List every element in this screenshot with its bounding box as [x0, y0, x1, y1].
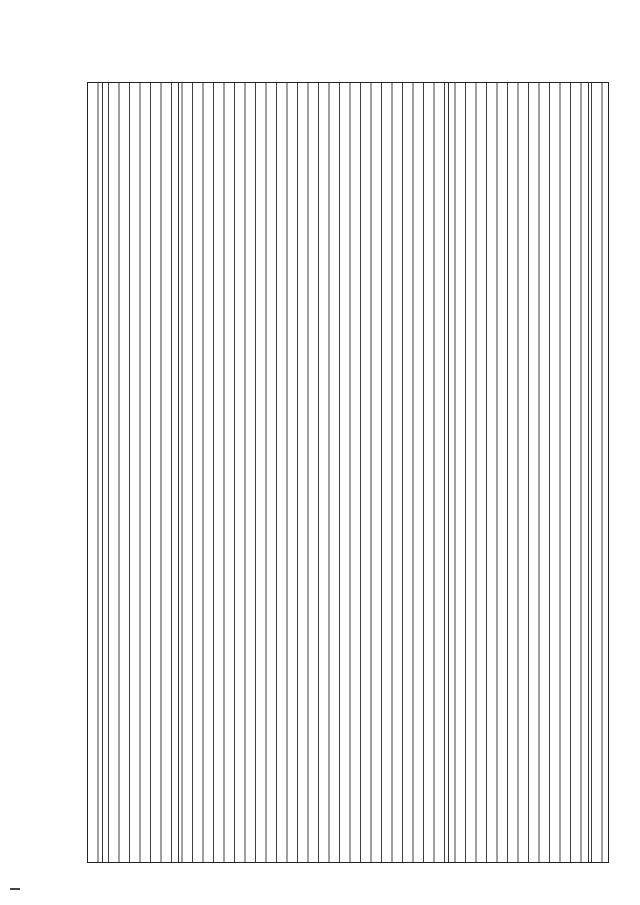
table-column-divider: [448, 83, 449, 862]
table-column-divider: [102, 83, 103, 862]
table-column-divider: [178, 83, 179, 862]
table-row-lines: [88, 83, 608, 862]
scan-mark: [10, 888, 20, 890]
table-column-divider: [588, 83, 589, 862]
rotated-table: [87, 82, 609, 863]
